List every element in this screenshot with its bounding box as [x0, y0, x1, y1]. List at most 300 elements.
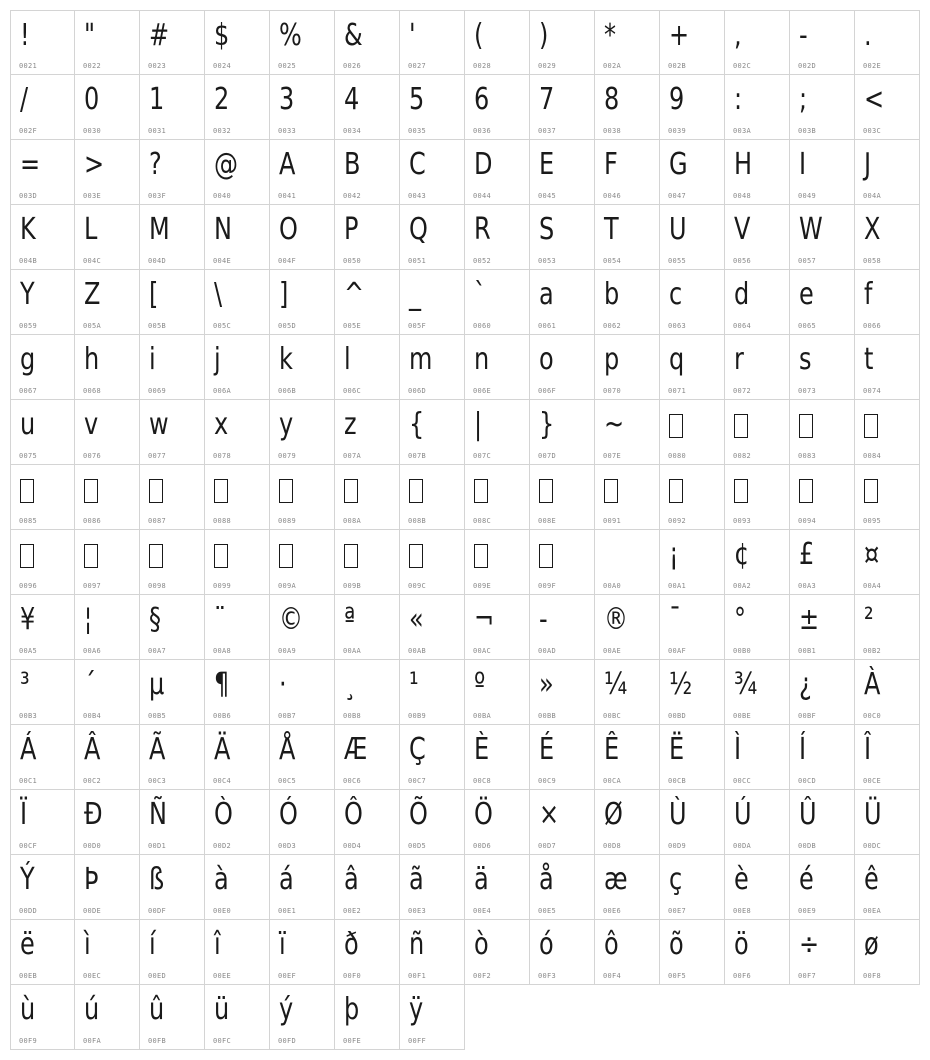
- glyph-char: <: [864, 82, 885, 117]
- glyph-codepoint: 0044: [473, 192, 492, 200]
- glyph-char: ;: [799, 82, 808, 117]
- glyph-codepoint: 00A7: [148, 647, 167, 655]
- glyph-char: ·: [279, 667, 287, 702]
- glyph-cell: [75, 400, 140, 465]
- glyph-codepoint: 004D: [148, 257, 167, 265]
- glyph-char: Õ: [409, 797, 428, 832]
- glyph-cell: [790, 660, 855, 725]
- missing-glyph-box: [734, 479, 748, 503]
- glyph-cell: [855, 920, 920, 985]
- glyph-codepoint: 0023: [148, 62, 167, 70]
- glyph-codepoint: 0086: [83, 517, 102, 525]
- glyph-cell: [660, 660, 725, 725]
- glyph-cell: [75, 985, 140, 1050]
- glyph-cell: [205, 530, 270, 595]
- glyph-codepoint: 002F: [19, 127, 38, 135]
- glyph-cell: [725, 595, 790, 660]
- glyph-cell: [465, 920, 530, 985]
- glyph-cell: [530, 920, 595, 985]
- glyph-char: i: [149, 342, 156, 377]
- glyph-char: þ: [344, 992, 360, 1027]
- glyph-codepoint: 0065: [798, 322, 817, 330]
- glyph-codepoint: 0031: [148, 127, 167, 135]
- glyph-cell: [270, 790, 335, 855]
- glyph-codepoint: 0085: [19, 517, 38, 525]
- glyph-cell: [270, 400, 335, 465]
- glyph-cell: [465, 335, 530, 400]
- glyph-cell: [335, 205, 400, 270]
- glyph-codepoint: 0038: [603, 127, 622, 135]
- glyph-cell: [660, 530, 725, 595]
- missing-glyph-box: [84, 544, 98, 568]
- glyph-codepoint: 007E: [603, 452, 622, 460]
- glyph-char: !: [20, 18, 30, 53]
- missing-glyph-box: [279, 479, 293, 503]
- missing-glyph-box: [734, 414, 748, 438]
- glyph-cell: [270, 595, 335, 660]
- glyph-char: H: [734, 147, 753, 182]
- glyph-cell: [140, 855, 205, 920]
- glyph-cell: [790, 725, 855, 790]
- glyph-cell: [400, 985, 465, 1050]
- glyph-codepoint: 00BC: [603, 712, 622, 720]
- glyph-cell: [10, 335, 75, 400]
- glyph-cell: [205, 920, 270, 985]
- glyph-cell: [660, 790, 725, 855]
- glyph-codepoint: 00AF: [668, 647, 687, 655]
- glyph-cell: [595, 790, 660, 855]
- glyph-codepoint: 0072: [733, 387, 752, 395]
- glyph-codepoint: 00E1: [278, 907, 297, 915]
- glyph-codepoint: 00F6: [733, 972, 752, 980]
- glyph-cell: [595, 660, 660, 725]
- glyph-codepoint: 00FA: [83, 1037, 102, 1045]
- glyph-cell: [660, 400, 725, 465]
- glyph-char: h: [84, 342, 100, 377]
- glyph-codepoint: 00F9: [19, 1037, 38, 1045]
- glyph-cell: [465, 660, 530, 725]
- glyph-cell: [530, 465, 595, 530]
- glyph-codepoint: 0092: [668, 517, 687, 525]
- glyph-char: O: [279, 212, 298, 247]
- glyph-codepoint: 00CD: [798, 777, 817, 785]
- glyph-cell: [205, 595, 270, 660]
- glyph-codepoint: 00FF: [408, 1037, 427, 1045]
- glyph-char: F: [604, 147, 618, 182]
- missing-glyph-box: [214, 479, 228, 503]
- glyph-char: :: [734, 82, 743, 117]
- glyph-codepoint: 0039: [668, 127, 687, 135]
- glyph-codepoint: 00DE: [83, 907, 102, 915]
- glyph-cell: [270, 985, 335, 1050]
- glyph-codepoint: 00FD: [278, 1037, 297, 1045]
- glyph-char: å: [539, 862, 554, 897]
- missing-glyph-box: [474, 544, 488, 568]
- glyph-char: ô: [604, 927, 619, 962]
- glyph-char: %: [279, 18, 302, 53]
- glyph-cell: [10, 205, 75, 270]
- glyph-cell: [10, 920, 75, 985]
- glyph-cell: [270, 660, 335, 725]
- glyph-cell: [10, 10, 75, 75]
- glyph-cell: [465, 855, 530, 920]
- glyph-codepoint: 006B: [278, 387, 297, 395]
- glyph-char: L: [84, 212, 98, 247]
- glyph-cell: [660, 205, 725, 270]
- glyph-char: í: [149, 927, 156, 962]
- glyph-codepoint: 00DF: [148, 907, 167, 915]
- glyph-cell: [10, 530, 75, 595]
- glyph-cell: [465, 790, 530, 855]
- missing-glyph-box: [149, 544, 163, 568]
- glyph-cell: [790, 270, 855, 335]
- glyph-codepoint: 0096: [19, 582, 38, 590]
- glyph-char: ©: [279, 602, 303, 637]
- glyph-cell: [790, 10, 855, 75]
- glyph-char: ±: [799, 602, 820, 637]
- glyph-cell: [725, 920, 790, 985]
- glyph-char: 0: [84, 82, 100, 117]
- glyph-char: N: [214, 212, 232, 247]
- glyph-char: ": [84, 18, 96, 53]
- glyph-char: Æ: [344, 732, 368, 767]
- glyph-char: È: [474, 732, 490, 767]
- glyph-codepoint: 002D: [798, 62, 817, 70]
- glyph-cell: [400, 465, 465, 530]
- glyph-char: õ: [669, 927, 684, 962]
- glyph-cell: [140, 530, 205, 595]
- glyph-cell: [530, 660, 595, 725]
- glyph-codepoint: 006C: [343, 387, 362, 395]
- glyph-char: 1: [149, 82, 165, 117]
- glyph-char: `: [474, 277, 486, 312]
- glyph-char: ¸: [344, 667, 356, 702]
- glyph-codepoint: 0089: [278, 517, 297, 525]
- glyph-cell: [140, 400, 205, 465]
- glyph-char: ø: [864, 927, 879, 962]
- glyph-cell: [205, 335, 270, 400]
- glyph-char: ): [539, 18, 549, 53]
- glyph-cell: [140, 725, 205, 790]
- glyph-codepoint: 00B3: [19, 712, 38, 720]
- glyph-char: ]: [279, 277, 289, 312]
- glyph-cell: [10, 595, 75, 660]
- glyph-codepoint: 0052: [473, 257, 492, 265]
- glyph-codepoint: 00A0: [603, 582, 622, 590]
- glyph-codepoint: 0074: [863, 387, 882, 395]
- glyph-cell: [530, 790, 595, 855]
- glyph-codepoint: 0080: [668, 452, 687, 460]
- glyph-codepoint: 00EE: [213, 972, 232, 980]
- glyph-cell: [790, 140, 855, 205]
- glyph-cell: [335, 465, 400, 530]
- glyph-cell: [270, 725, 335, 790]
- glyph-codepoint: 00D6: [473, 842, 492, 850]
- glyph-cell: [725, 725, 790, 790]
- glyph-codepoint: 00CB: [668, 777, 687, 785]
- glyph-codepoint: 004A: [863, 192, 882, 200]
- glyph-char: 5: [409, 82, 425, 117]
- glyph-char: w: [149, 407, 169, 442]
- glyph-codepoint: 0056: [733, 257, 752, 265]
- glyph-cell: [400, 75, 465, 140]
- glyph-cell: [725, 855, 790, 920]
- glyph-char: u: [20, 407, 36, 442]
- glyph-cell: [660, 75, 725, 140]
- glyph-cell: [725, 270, 790, 335]
- glyph-codepoint: 0041: [278, 192, 297, 200]
- glyph-cell: [205, 725, 270, 790]
- glyph-cell: [465, 595, 530, 660]
- glyph-codepoint: 0022: [83, 62, 102, 70]
- glyph-char: Ê: [604, 732, 620, 767]
- glyph-cell: [75, 75, 140, 140]
- glyph-codepoint: 00D4: [343, 842, 362, 850]
- glyph-codepoint: 00CE: [863, 777, 882, 785]
- glyph-cell: [855, 10, 920, 75]
- glyph-char: t: [864, 342, 874, 377]
- glyph-char: Á: [20, 732, 37, 767]
- glyph-codepoint: 0091: [603, 517, 622, 525]
- glyph-codepoint: 0099: [213, 582, 232, 590]
- glyph-codepoint: 0068: [83, 387, 102, 395]
- glyph-codepoint: 0067: [19, 387, 38, 395]
- glyph-cell: [10, 790, 75, 855]
- glyph-char: V: [734, 212, 751, 247]
- glyph-cell: [465, 10, 530, 75]
- glyph-cell: [140, 205, 205, 270]
- glyph-codepoint: 00CF: [19, 842, 38, 850]
- glyph-cell: [335, 985, 400, 1050]
- glyph-cell: [595, 400, 660, 465]
- glyph-char: d: [734, 277, 750, 312]
- glyph-codepoint: 00F2: [473, 972, 492, 980]
- glyph-codepoint: 00A2: [733, 582, 752, 590]
- glyph-codepoint: 00A5: [19, 647, 38, 655]
- glyph-codepoint: 0093: [733, 517, 752, 525]
- glyph-char: W: [799, 212, 823, 247]
- glyph-cell: [660, 335, 725, 400]
- glyph-cell: [790, 530, 855, 595]
- glyph-char: y: [279, 407, 294, 442]
- glyph-codepoint: 00F3: [538, 972, 557, 980]
- glyph-codepoint: 00B0: [733, 647, 752, 655]
- glyph-char: X: [864, 212, 881, 247]
- glyph-char: E: [539, 147, 555, 182]
- glyph-char: á: [279, 862, 294, 897]
- glyph-cell: [790, 75, 855, 140]
- glyph-cell: [465, 400, 530, 465]
- glyph-codepoint: 00CA: [603, 777, 622, 785]
- glyph-cell: [725, 205, 790, 270]
- glyph-cell: [725, 660, 790, 725]
- glyph-cell: [400, 10, 465, 75]
- glyph-cell: [335, 725, 400, 790]
- glyph-cell: [205, 790, 270, 855]
- glyph-cell: [75, 270, 140, 335]
- glyph-char: Q: [409, 212, 428, 247]
- glyph-codepoint: 0083: [798, 452, 817, 460]
- glyph-codepoint: 00E6: [603, 907, 622, 915]
- glyph-char: ^: [344, 277, 365, 312]
- glyph-cell: [595, 205, 660, 270]
- glyph-cell: [10, 660, 75, 725]
- glyph-char: I: [799, 147, 807, 182]
- glyph-char: û: [149, 992, 165, 1027]
- glyph-cell: [75, 530, 140, 595]
- glyph-codepoint: 008E: [538, 517, 557, 525]
- glyph-codepoint: 00A1: [668, 582, 687, 590]
- glyph-cell: [335, 920, 400, 985]
- glyph-cell: [790, 920, 855, 985]
- glyph-codepoint: 0084: [863, 452, 882, 460]
- glyph-codepoint: 00A4: [863, 582, 882, 590]
- glyph-char: â: [344, 862, 359, 897]
- glyph-codepoint: 00D0: [83, 842, 102, 850]
- glyph-codepoint: 00E2: [343, 907, 362, 915]
- glyph-char: >: [84, 147, 105, 182]
- glyph-cell: [335, 75, 400, 140]
- glyph-cell: [205, 140, 270, 205]
- glyph-codepoint: 00C1: [19, 777, 38, 785]
- glyph-cell: [465, 140, 530, 205]
- glyph-char: Ç: [409, 732, 426, 767]
- glyph-char: ß: [149, 862, 165, 897]
- glyph-char: ü: [214, 992, 230, 1027]
- glyph-cell: [465, 465, 530, 530]
- glyph-codepoint: 008A: [343, 517, 362, 525]
- glyph-cell: [725, 10, 790, 75]
- glyph-codepoint: 00C2: [83, 777, 102, 785]
- glyph-codepoint: 00C6: [343, 777, 362, 785]
- glyph-char: &: [344, 18, 363, 53]
- glyph-codepoint: 0073: [798, 387, 817, 395]
- glyph-char: ?: [149, 147, 162, 182]
- glyph-codepoint: 00E5: [538, 907, 557, 915]
- glyph-cell: [205, 855, 270, 920]
- glyph-codepoint: 00C4: [213, 777, 232, 785]
- glyph-char: ÿ: [409, 992, 424, 1027]
- glyph-char: Y: [20, 277, 35, 312]
- glyph-char: M: [149, 212, 170, 247]
- glyph-cell: [790, 595, 855, 660]
- glyph-cell: [270, 530, 335, 595]
- glyph-char: C: [409, 147, 426, 182]
- glyph-char: *: [604, 18, 616, 53]
- glyph-cell: [855, 75, 920, 140]
- glyph-codepoint: 00D9: [668, 842, 687, 850]
- glyph-codepoint: 0046: [603, 192, 622, 200]
- glyph-char: e: [799, 277, 814, 312]
- glyph-codepoint: 00AA: [343, 647, 362, 655]
- glyph-codepoint: 0094: [798, 517, 817, 525]
- glyph-codepoint: 0040: [213, 192, 232, 200]
- glyph-codepoint: 00DD: [19, 907, 38, 915]
- glyph-char: Ý: [20, 862, 35, 897]
- glyph-char: k: [279, 342, 293, 377]
- glyph-char: Ì: [734, 732, 742, 767]
- glyph-codepoint: 00D3: [278, 842, 297, 850]
- glyph-codepoint: 0036: [473, 127, 492, 135]
- missing-glyph-box: [20, 544, 34, 568]
- glyph-char: ´: [84, 667, 96, 702]
- glyph-cell: [660, 140, 725, 205]
- glyph-codepoint: 0042: [343, 192, 362, 200]
- glyph-char: ê: [864, 862, 879, 897]
- glyph-cell: [530, 855, 595, 920]
- glyph-char: ñ: [409, 927, 425, 962]
- glyph-codepoint: 0082: [733, 452, 752, 460]
- glyph-codepoint: 007B: [408, 452, 427, 460]
- glyph-char: S: [539, 212, 555, 247]
- glyph-codepoint: 0079: [278, 452, 297, 460]
- glyph-char: Ô: [344, 797, 363, 832]
- glyph-cell: [595, 595, 660, 660]
- glyph-char: x: [214, 407, 229, 442]
- glyph-codepoint: 00C9: [538, 777, 557, 785]
- glyph-codepoint: 003C: [863, 127, 882, 135]
- glyph-char: ð: [344, 927, 359, 962]
- glyph-char: a: [539, 277, 554, 312]
- glyph-cell: [10, 725, 75, 790]
- glyph-codepoint: 004F: [278, 257, 297, 265]
- glyph-codepoint: 007C: [473, 452, 492, 460]
- glyph-codepoint: 00E7: [668, 907, 687, 915]
- glyph-char: º: [474, 667, 486, 702]
- glyph-codepoint: 0047: [668, 192, 687, 200]
- glyph-char: b: [604, 277, 620, 312]
- glyph-char: ¦: [84, 602, 93, 637]
- glyph-cell: [335, 790, 400, 855]
- glyph-codepoint: 0030: [83, 127, 102, 135]
- glyph-char: Í: [799, 732, 807, 767]
- glyph-cell: [660, 595, 725, 660]
- glyph-cell: [335, 400, 400, 465]
- glyph-char: ¡: [669, 537, 679, 572]
- glyph-char: ²: [864, 602, 874, 637]
- glyph-cell: [595, 75, 660, 140]
- glyph-cell: [335, 530, 400, 595]
- glyph-codepoint: 0060: [473, 322, 492, 330]
- glyph-cell: [335, 595, 400, 660]
- glyph-codepoint: 003F: [148, 192, 167, 200]
- glyph-cell: [75, 725, 140, 790]
- glyph-cell: [855, 270, 920, 335]
- glyph-codepoint: 0059: [19, 322, 38, 330]
- glyph-char: Ò: [214, 797, 233, 832]
- glyph-char: é: [799, 862, 814, 897]
- glyph-cell: [530, 75, 595, 140]
- glyph-codepoint: 00BA: [473, 712, 492, 720]
- glyph-cell: [790, 400, 855, 465]
- glyph-codepoint: 00BB: [538, 712, 557, 720]
- glyph-cell: [790, 855, 855, 920]
- glyph-cell: [75, 595, 140, 660]
- glyph-codepoint: 006E: [473, 387, 492, 395]
- glyph-codepoint: 0055: [668, 257, 687, 265]
- glyph-codepoint: 004B: [19, 257, 38, 265]
- glyph-codepoint: 0061: [538, 322, 557, 330]
- glyph-cell: [400, 920, 465, 985]
- glyph-char: /: [20, 82, 29, 117]
- missing-glyph-box: [539, 544, 553, 568]
- glyph-cell: [530, 595, 595, 660]
- glyph-cell: [595, 140, 660, 205]
- glyph-char: T: [604, 212, 619, 247]
- glyph-cell: [595, 335, 660, 400]
- glyph-cell: [660, 10, 725, 75]
- glyph-codepoint: 0037: [538, 127, 557, 135]
